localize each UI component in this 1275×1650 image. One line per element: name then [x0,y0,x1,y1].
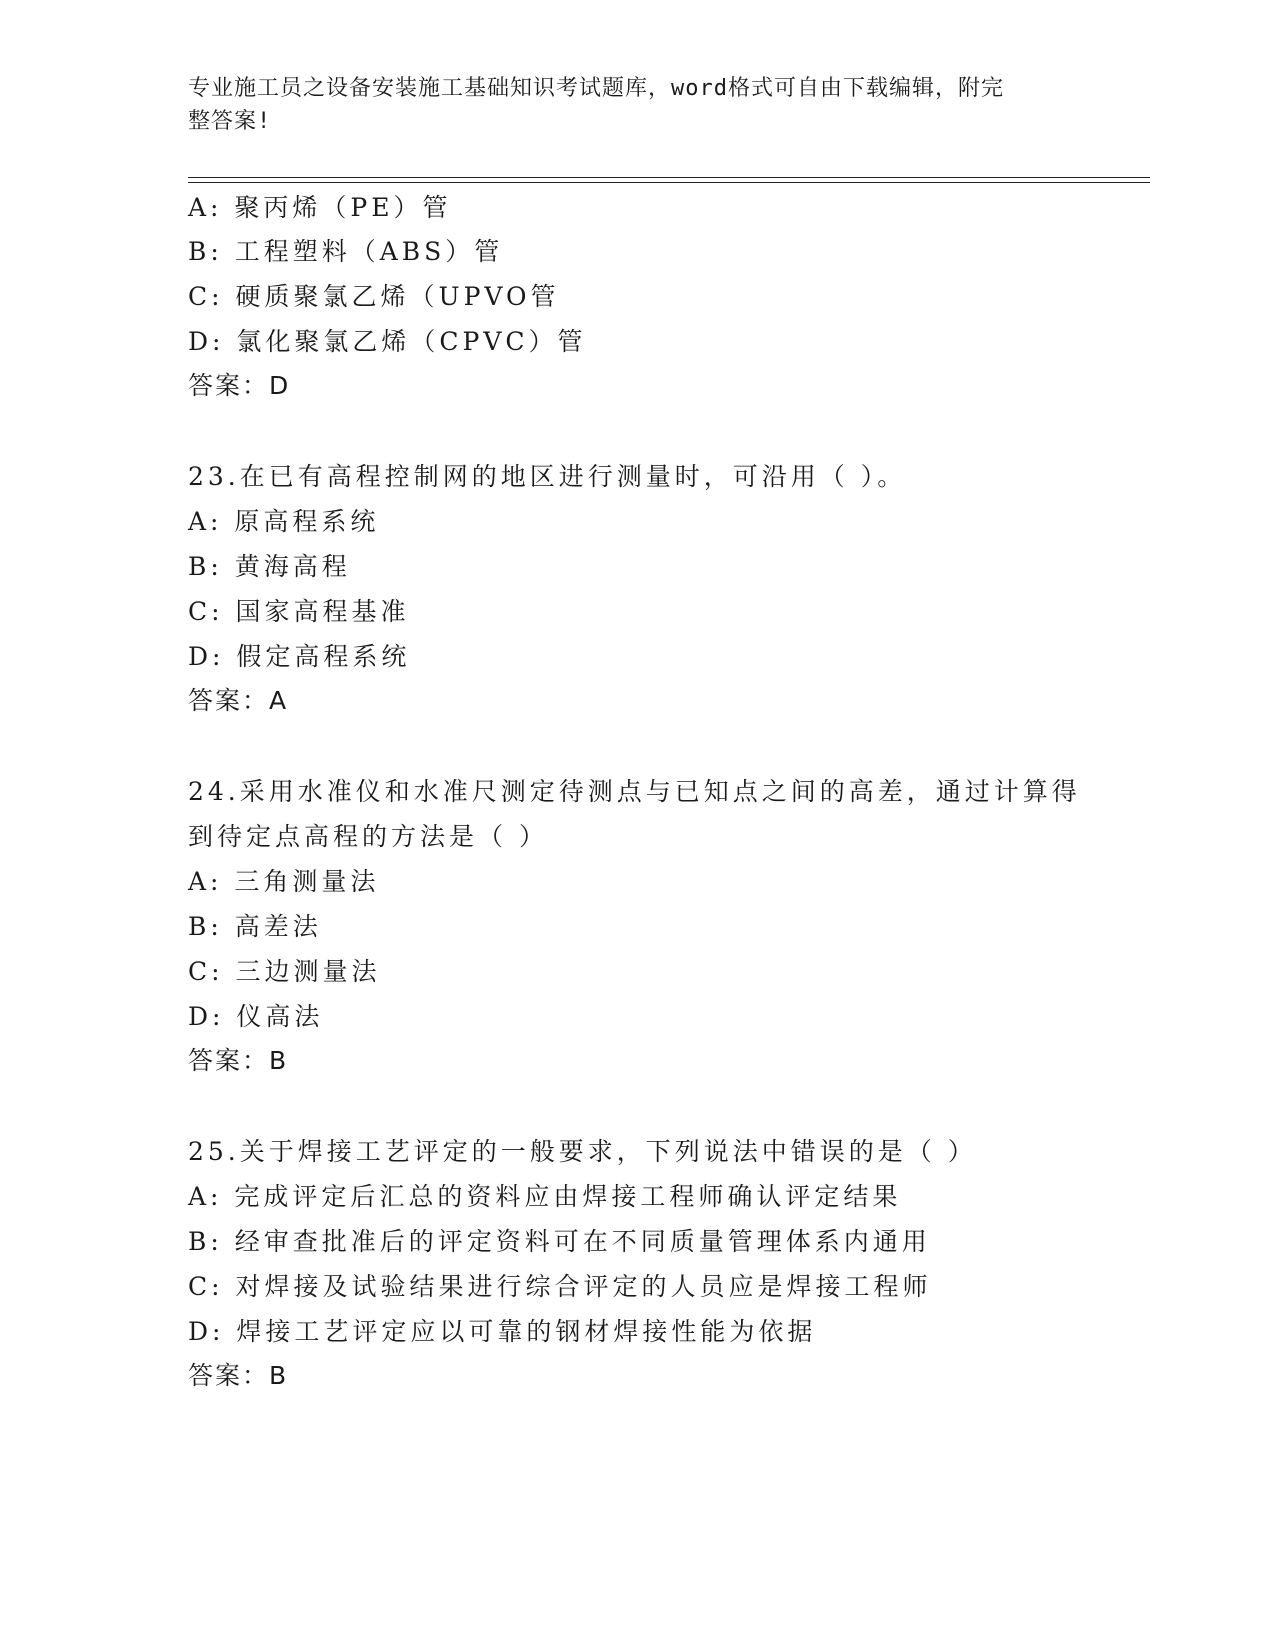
q24-stem-line-1: 24.采用水准仪和水准尺测定待测点与已知点之间的高差，通过计算得 [188,777,1081,806]
q25-option-b: B: 经审查批准后的评定资料可在不同质量管理体系内通用 [188,1227,931,1256]
q23-stem: 23.在已有高程控制网的地区进行测量时，可沿用（ ）。 [188,462,907,491]
q22-option-d: D: 氯化聚氯乙烯（CPVC）管 [188,327,587,356]
q22-option-a: A: 聚丙烯（PE）管 [188,193,452,222]
q23-option-b: B: 黄海高程 [188,552,351,581]
q25-option-c: C: 对焊接及试验结果进行综合评定的人员应是焊接工程师 [188,1272,932,1301]
header-line-1: 专业施工员之设备安装施工基础知识考试题库，word格式可自由下载编辑，附完 [188,76,1004,101]
q25-answer: 答案：B [188,1361,289,1390]
q23-option-d: D: 假定高程系统 [188,642,411,671]
q22-option-c: C: 硬质聚氯乙烯（UPVO管 [188,282,560,311]
q24-answer: 答案：B [188,1046,289,1075]
header-divider-top [188,177,1150,178]
q22-answer: 答案：D [188,371,291,400]
q23-answer: 答案：A [188,686,289,715]
document-header [188,72,1068,138]
q24-stem-line-2: 到待定点高程的方法是（ ） [188,822,548,851]
q25-option-a: A: 完成评定后汇总的资料应由焊接工程师确认评定结果 [188,1182,902,1211]
q23-option-c: C: 国家高程基准 [188,597,410,626]
q24-option-b: B: 高差法 [188,912,322,941]
q25-stem: 25.关于焊接工艺评定的一般要求，下列说法中错误的是（ ） [188,1137,977,1166]
q22-option-b: B: 工程塑料（ABS）管 [188,237,504,266]
q23-option-a: A: 原高程系统 [188,507,380,536]
q25-option-d: D: 焊接工艺评定应以可靠的钢材焊接性能为依据 [188,1317,817,1346]
q24-option-c: C: 三边测量法 [188,957,381,986]
q24-option-a: A: 三角测量法 [188,867,380,896]
header-divider-bottom [188,182,1150,183]
header-line-2: 整答案! [188,109,272,134]
q24-option-d: D: 仪高法 [188,1002,324,1031]
